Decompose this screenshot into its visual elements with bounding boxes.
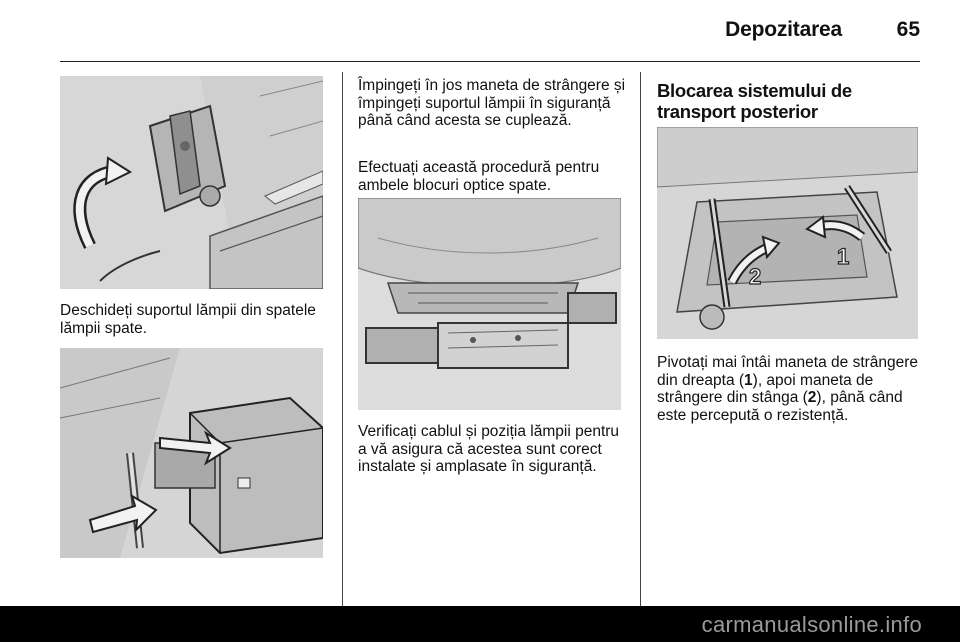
paragraph-pivot-part-b: ), apoi maneta de strângere din stânga ( bbox=[657, 371, 874, 407]
paragraph-check-cable: Verificați cablul și poziția lămpii pentru a vă asigura că acestea sunt corect instalate și amplasate în siguranță. bbox=[358, 423, 620, 476]
page-title: Depozitarea bbox=[725, 18, 842, 41]
illustration-lamp-holder-insert bbox=[60, 348, 323, 558]
watermark: carmanualsonline.info bbox=[701, 612, 922, 637]
lever-number-1: 1 bbox=[744, 371, 753, 389]
page-number: 65 bbox=[896, 18, 920, 41]
illustration-lock-carrier bbox=[657, 127, 918, 339]
illustration-rear-lamps-mounted bbox=[358, 198, 621, 410]
header-rule bbox=[60, 61, 920, 62]
paragraph-pivot-levers bbox=[657, 354, 922, 424]
lever-number-2: 2 bbox=[807, 389, 817, 407]
paragraph-pivot-part-a: Pivotați mai întâi maneta de strângere din dreapta ( bbox=[657, 354, 919, 389]
illustration-open-lamp-holder bbox=[60, 76, 323, 289]
caption-open-lamp-holder: Deschideți suportul lămpii din spatele lămpii spate. bbox=[60, 302, 316, 337]
column-separator-2 bbox=[640, 72, 641, 608]
page-header bbox=[0, 0, 960, 60]
section-title: Blocarea sistemului de transport posterior bbox=[657, 80, 852, 122]
paragraph-both-lamps: Efectuați această procedură pentru ambele blocuri optice spate. bbox=[358, 159, 600, 194]
callout-2: 2 bbox=[749, 264, 762, 289]
paragraph-pivot-part-c: ), până când este percepută o rezistență. bbox=[657, 389, 903, 424]
callout-1: 1 bbox=[837, 244, 850, 269]
column-separator-1 bbox=[342, 72, 343, 608]
paragraph-push-lever: Împingeți în jos maneta de strângere și împingeți suportul lămpii în siguranță până când acesta se cuplează. bbox=[358, 77, 626, 130]
